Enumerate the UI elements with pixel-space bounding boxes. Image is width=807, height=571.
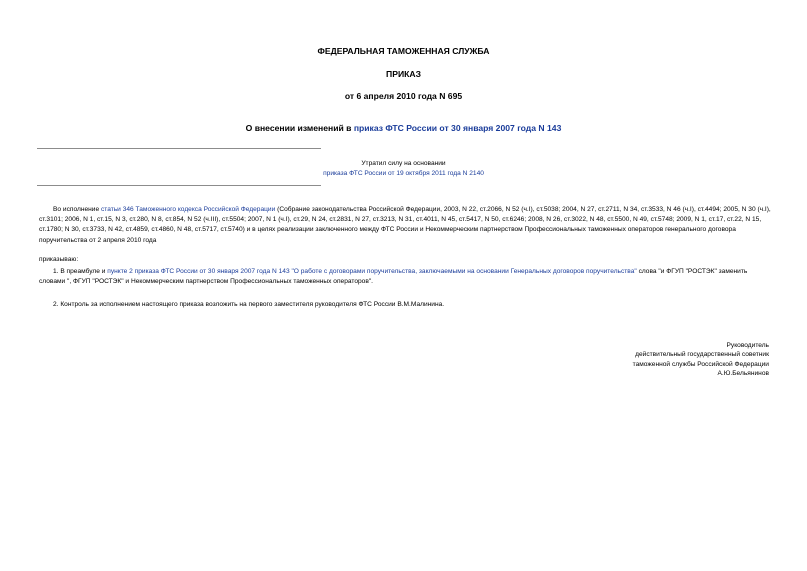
item-1-paragraph bbox=[39, 267, 772, 287]
agency-title: ФЕДЕРАЛЬНАЯ ТАМОЖЕННАЯ СЛУЖБА bbox=[317, 46, 490, 56]
doc-type-title: ПРИКАЗ bbox=[386, 69, 421, 79]
bottom-divider bbox=[37, 185, 321, 186]
signature-line-4: А.Ю.Бельянинов bbox=[717, 370, 769, 378]
preamble-text: (Собрание законодательства Российской Федерации, 2003, N 22, ст.2066, N 52 (ч.I), ст.5038; 2004, N 27, ст.2711, N 34, ст.3533, N 46 (ч.I), ст.4494; 2005, N 30 (ч.I), ст.3101; 2006, N 1, ст.15, N 3, ст.280, N 8, ст.854, N 52 (ч.III), ст.5504; 2007, N 1 (ч.I), ст.29, N 24, ст.2831, N 27, ст.3213, N 31, ст.4011, N 45, ст.5417, N 50, ст.6246; 2008, N 26, ст.3022, N 48, ст.5500, N 49, ст.5748; 2009, N 1, ст.17, ст.22, N 15, ст.1780; N 30, ст.3733, N 42, ст.4859, ст.4860, N 48, ст.5717, ст.5740) и в целях реализации заключенного между ФТС России и Некоммерческим партнерством Профессиональных таможенных операторов генерального договора поручительства от 2 апреля 2010 года bbox=[39, 206, 771, 244]
status-note-line: Утратил силу на основании bbox=[361, 160, 446, 167]
item-2-text: 2. Контроль за исполнением настоящего приказа возложить на первого заместителя руководителя ФТС России В.М.Малинина. bbox=[53, 301, 445, 308]
order-word: приказываю: bbox=[39, 256, 79, 263]
preamble-paragraph bbox=[39, 205, 772, 246]
item-2-paragraph bbox=[39, 300, 772, 310]
status-note-link[interactable]: приказа ФТС России от 19 октября 2011 года N 2140 bbox=[323, 170, 484, 177]
doc-subject bbox=[0, 123, 807, 133]
subject-link[interactable]: приказ ФТС России от 30 января 2007 года N 143 bbox=[353, 123, 562, 133]
doc-date-line: от 6 апреля 2010 года N 695 bbox=[344, 91, 463, 101]
preamble-prefix: Во исполнение bbox=[53, 206, 101, 213]
status-note-link-wrap bbox=[300, 170, 507, 177]
item-1-text: слова "и ФГУП "РОСТЭК" заменить словами ", ФГУП "РОСТЭК" и Некоммерческим партнерством Профессиональных таможенных операторов". bbox=[39, 268, 748, 286]
item-1-prefix: 1. В преамбуле и bbox=[53, 268, 108, 275]
signature-block bbox=[633, 341, 769, 379]
item-1-link[interactable]: пункте 2 приказа ФТС России от 30 января 2007 года N 143 "О работе с договорами поручительства, заключаемыми на основании Генеральных договоров поручительства" bbox=[107, 268, 637, 275]
signature-line-3: таможенной службы Российской Федерации bbox=[632, 360, 769, 368]
top-divider bbox=[37, 148, 321, 149]
subject-prefix: О внесении изменений в bbox=[245, 123, 354, 133]
signature-line-2: действительный государственный советник bbox=[635, 351, 769, 359]
signature-line-1: Руководитель bbox=[726, 342, 769, 349]
preamble-link[interactable]: статьи 346 Таможенного кодекса Российской Федерации bbox=[100, 206, 276, 213]
